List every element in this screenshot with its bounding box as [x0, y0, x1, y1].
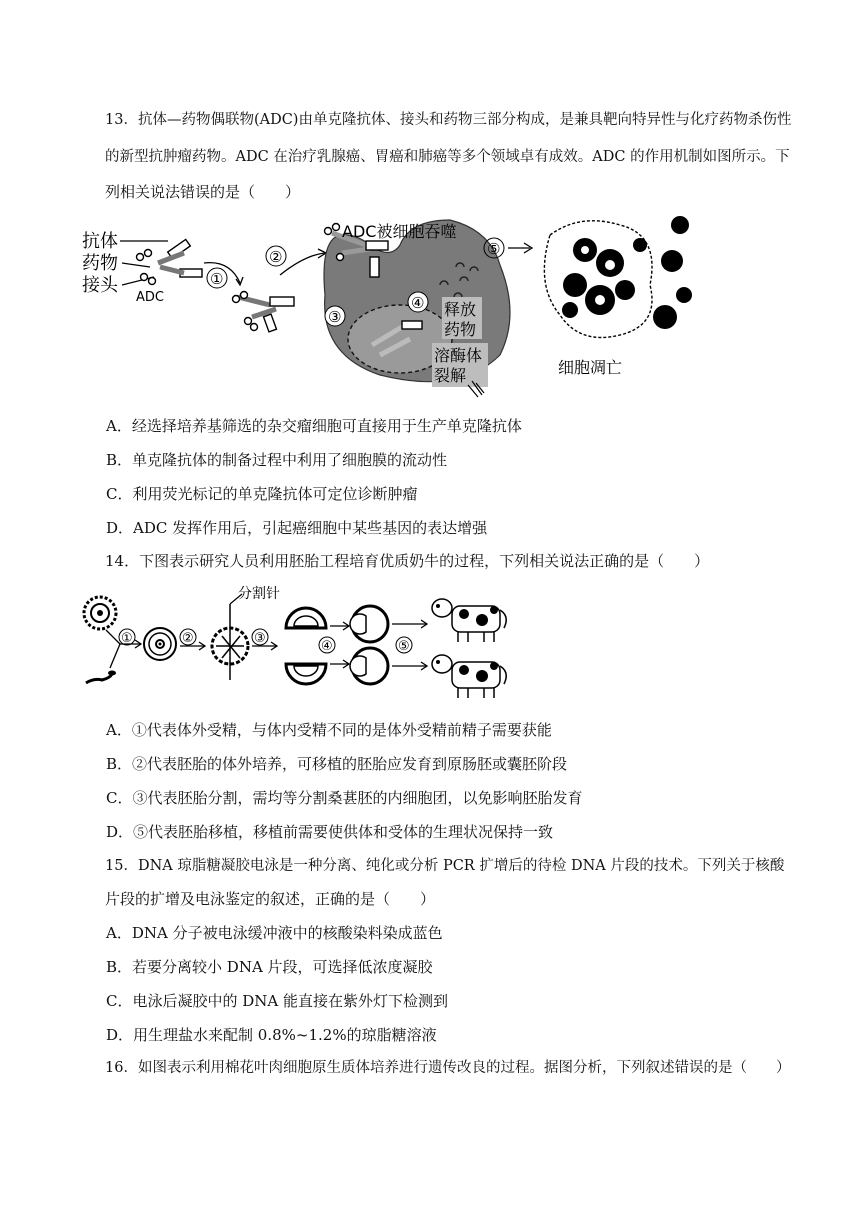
- oocyte-icon: [84, 597, 116, 629]
- apoptotic-cell: [544, 221, 652, 338]
- q14-option-b: B．②代表胚胎的体外培养，可移植的胚胎应发育到原肠胚或囊胚阶段: [106, 755, 568, 773]
- label-apoptosis: 细胞凋亡: [558, 358, 623, 377]
- q14-option-c: C．③代表胚胎分割，需均等分割桑葚胚的内细胞团，以免影响胚胎发育: [106, 789, 583, 807]
- q13-option-a: A．经选择培养基筛选的杂交瘤细胞可直接用于生产单克隆抗体: [106, 417, 522, 435]
- q15-stem-line-2: 片段的扩增及电泳鉴定的叙述，正确的是（ ）: [105, 890, 436, 908]
- q13-option-c: C．利用荧光标记的单克隆抗体可定位诊断肿瘤: [106, 485, 418, 503]
- q14-embryo-figure: [80, 580, 520, 705]
- step-3-marker: ③: [328, 308, 342, 326]
- q16-stem-line-1: 16．如图表示利用棉花叶肉细胞原生质体培养进行遗传改良的过程。据图分析，下列叙述错误的是（ ）: [105, 1060, 791, 1076]
- q14-step-3: ③: [254, 631, 266, 646]
- label-adc: ADC: [136, 290, 164, 305]
- q14-step-2: ②: [182, 631, 194, 646]
- label-lysosome-2: 裂解: [434, 366, 467, 385]
- cow-icon: [432, 599, 506, 642]
- q15-option-b: B．若要分离较小 DNA 片段，可选择低浓度凝胶: [106, 958, 433, 976]
- label-antibody: 抗体: [82, 231, 118, 252]
- adc-molecule-icon: [137, 239, 203, 284]
- q13-option-b: B．单克隆抗体的制备过程中利用了细胞膜的流动性: [106, 451, 448, 469]
- label-release-2: 药物: [444, 320, 477, 339]
- q14-step-5: ⑤: [398, 639, 410, 654]
- label-needle: 分割针: [238, 586, 280, 602]
- label-drug: 药物: [82, 253, 118, 274]
- sperm-icon: [86, 674, 112, 683]
- label-release-1: 释放: [444, 300, 477, 319]
- q14-step-4: ④: [321, 639, 333, 654]
- q13-adc-figure: [80, 205, 700, 400]
- q14-stem-line-1: 14．下图表示研究人员利用胚胎工程培育优质奶牛的过程，下列相关说法正确的是（ ）: [105, 552, 710, 570]
- q14-step-1: ①: [121, 631, 133, 646]
- cow-icon: [432, 655, 506, 698]
- q15-option-d: D．用生理盐水来配制 0.8%~1.2%的琼脂糖溶液: [106, 1026, 437, 1044]
- step-5-marker: ⑤: [487, 240, 501, 258]
- q15-option-c: C．电泳后凝胶中的 DNA 能直接在紫外灯下检测到: [106, 992, 448, 1010]
- q13-option-d: D．ADC 发挥作用后，引起癌细胞中某些基因的表达增强: [106, 519, 488, 537]
- label-engulfed: ADC被细胞吞噬: [342, 222, 457, 241]
- q13-stem-line-1: 13．抗体—药物偶联物(ADC)由单克隆抗体、接头和药物三部分构成，是兼具靶向特异性与化疗药物杀伤性: [105, 112, 792, 128]
- step-2-marker: ②: [269, 248, 283, 266]
- label-linker: 接头: [82, 275, 118, 296]
- q15-option-a: A．DNA 分子被电泳缓冲液中的核酸染料染成蓝色: [106, 924, 443, 942]
- label-lysosome-1: 溶酶体: [434, 346, 483, 365]
- q13-stem-line-2: 的新型抗肿瘤药物。ADC 在治疗乳腺癌、胃癌和肺癌等多个领域卓有成效。ADC 的作用机制如图所示。下: [105, 149, 790, 165]
- step-4-marker: ④: [411, 294, 425, 312]
- step-1-marker: ①: [210, 270, 224, 288]
- q13-stem-line-3: 列相关说法错误的是（ ）: [105, 183, 301, 201]
- q14-option-d: D．⑤代表胚胎移植，移植前需要使供体和受体的生理状况保持一致: [106, 823, 554, 841]
- q14-option-a: A．①代表体外受精，与体内受精不同的是体外受精前精子需要获能: [106, 721, 552, 739]
- q15-stem-line-1: 15．DNA 琼脂糖凝胶电泳是一种分离、纯化或分析 PCR 扩增后的待检 DNA 片段的技术。下列关于核酸: [105, 858, 785, 874]
